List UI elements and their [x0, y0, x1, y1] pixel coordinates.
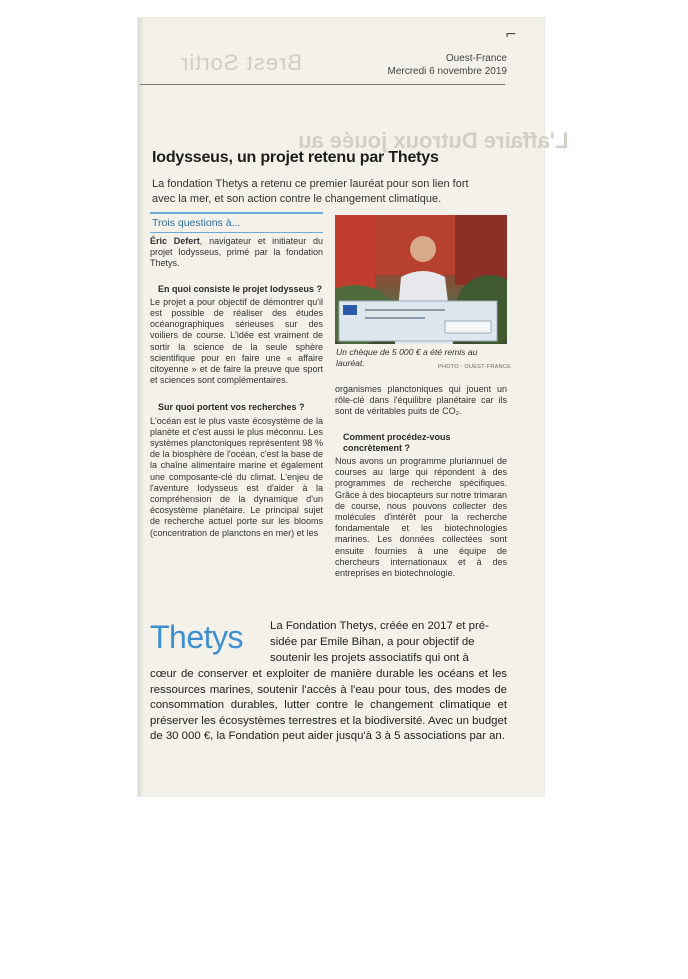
header-divider: [140, 84, 505, 85]
interview-box-rule: [150, 232, 323, 233]
right-column: [335, 384, 507, 579]
interviewee-name: Éric Defert: [150, 236, 200, 246]
photo-caption: Un chèque de 5 000 € a été remis au lauréat.: [336, 347, 478, 368]
newspaper-masthead: [387, 52, 507, 78]
scan-shadow: [138, 18, 144, 796]
question-3: Comment procédez-vous concrètement ?: [343, 431, 451, 453]
check-presentation-photo: [335, 215, 507, 344]
answer-3: Nous avons un programme pluriannuel de courses au large qui répondent à des programmes de recherche spécifiques. Grâce à des biocapteurs sur notre trimaran de course, nous pouvons collecter des molécules d'intérêt pour la recherche fondamentale et les biotechnologies marines. Les données collectées sont ensuite fournies à une équipe de chercheurs internationaux et à des entreprises en biotechnologie.: [335, 456, 507, 579]
interview-box-title: Trois questions à...: [152, 217, 241, 229]
left-column-rule: [150, 212, 323, 214]
publication-date: Mercredi 6 novembre 2019: [387, 66, 507, 77]
bleed-through-section-header: Brest Sortir: [180, 50, 303, 75]
bleed-through-title: L'affaire Dutroux jouée au: [298, 128, 569, 153]
photo-credit: PHOTO : OUEST-FRANCE: [438, 364, 512, 370]
left-column: [150, 236, 323, 539]
question-1: En quoi consiste le projet Iodysseus ?: [158, 283, 323, 294]
article-headline: Iodysseus, un projet retenu par Thetys: [152, 149, 439, 166]
article-lead: La fondation Thetys a retenu ce premier lauréat pour son lien fort avec la mer, et son action contre le changement climatique.: [152, 178, 469, 205]
thetys-line-1: La Fondation Thetys, créée en 2017 et pré-: [270, 620, 489, 632]
crop-mark-icon: ⌐: [505, 27, 517, 43]
photo-illustration: [335, 215, 507, 344]
answer-1: Le projet a pour objectif de démontrer qu'il est possible de réaliser des études océanographiques sérieuses sur des voiliers de course. L'idée est vraiment de sortir la science de la seule sphère scientifique pour en faire une « affaire citoyenne » et de faire la preuve que sport et sciences sont complémentaires.: [150, 296, 323, 386]
answer-2-continued: organismes planctoniques qui jouent un rôle-clé dans l'équilibre planétaire car ils sont de véritables puits de CO₂.: [335, 384, 507, 417]
thetys-line-3: soutenir les projets associatifs qui ont à: [270, 652, 469, 664]
interviewee-description: , navigateur et initiateur du projet Iodysseus, primé par la fondation Thetys.: [150, 236, 323, 269]
newspaper-name: Ouest-France: [445, 53, 507, 64]
question-2: Sur quoi portent vos recherches ?: [158, 402, 305, 413]
thetys-logo: Thetys: [150, 619, 244, 655]
thetys-line-2: sidée par Emile Bihan, a pour objectif de: [270, 636, 475, 648]
thetys-paragraph: cœur de conserver et exploiter de manière durable les océans et les ressources marines, soutenir l'accès à l'eau pour tous, des modes de consommation durables, lutter contre le changement climatique et préserver les écosystèmes terrestres et la biodiversité. Avec un budget de 30 000 €, la Fondation peut aider jusqu'à 3 à 5 associations par an.: [150, 668, 507, 743]
interview-intro: [150, 236, 323, 270]
answer-2: L'océan est le plus vaste écosystème de la planète et c'est aussi le plus méconnu. Les systèmes planctoniques représentent 98 % de la biosphère de l'océan, c'est la base de la chaîne alimentaire marine et également une composante-clé du climat. L'enjeu de l'aventure Iodysseus est d'aider à la compréhension de la dynamique d'un écosystème planétaire. Le principal sujet de recherche actuel porte sur les blooms (concentration de planctons en mer) et les: [150, 415, 323, 538]
